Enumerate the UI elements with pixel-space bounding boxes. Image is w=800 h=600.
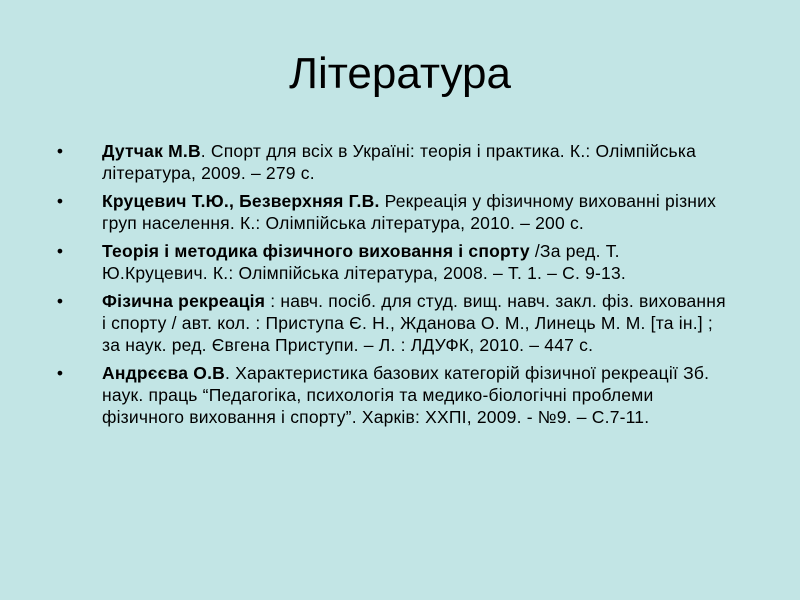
bullet-icon: • xyxy=(56,363,64,383)
reference-title: Теорія і методика фізичного виховання і спорту xyxy=(102,241,530,261)
reference-author: Круцевич Т.Ю., Безверхняя Г.В. xyxy=(102,191,380,211)
reference-details: . Спорт для всіх в Україні: теорія і практика. К.: Олімпійська література, 2009. – 279 с. xyxy=(102,141,697,183)
reference-item xyxy=(0,362,800,428)
reference-author: Андрєєва О.В xyxy=(102,363,225,383)
reference-list xyxy=(0,140,800,434)
bullet-icon: • xyxy=(56,291,64,311)
reference-details: . Характеристика базових категорій фізичної рекреації Зб. наук. праць “Педагогіка, психологія та медико-біологічні проблеми фізичного виховання і спорту”. Харків: ХХПІ, 2009. - №9. – С.7-11. xyxy=(102,363,710,427)
reference-details: : навч. посіб. для студ. вищ. навч. закл. фіз. виховання і спорту / авт. кол. : Приступа Є. Н., Жданова О. М., Линець М. М. [та ін.] ; за наук. ред. Євгена Приступи. – Л. : ЛДУФК, 2010. – 447 с. xyxy=(102,291,726,355)
reference-title: Фізична рекреація xyxy=(102,291,266,311)
slide-title: Література xyxy=(289,49,511,98)
reference-details: Рекреація у фізичному вихованні різних груп населення. К.: Олімпійська література, 2010. – 200 с. xyxy=(102,191,717,233)
reference-item xyxy=(0,290,800,356)
reference-details: /За ред. Т. Ю.Круцевич. К.: Олімпійська література, 2008. – Т. 1. – С. 9-13. xyxy=(102,241,626,283)
bullet-icon: • xyxy=(56,191,64,211)
bullet-icon: • xyxy=(56,141,64,161)
reference-item xyxy=(0,240,800,284)
reference-item xyxy=(0,190,800,234)
bullet-icon: • xyxy=(56,241,64,261)
reference-author: Дутчак М.В xyxy=(102,141,201,161)
reference-item xyxy=(0,140,800,184)
